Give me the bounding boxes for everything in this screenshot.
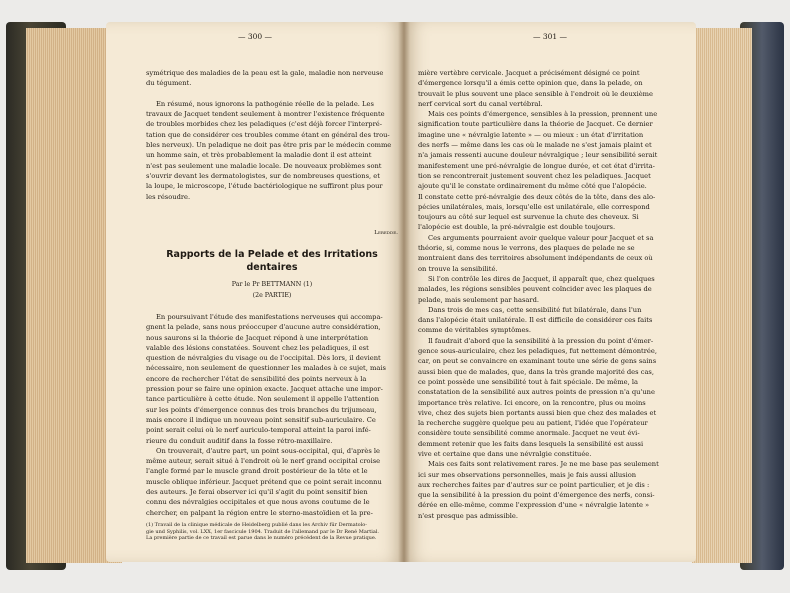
text-line: s'ouvrir devant les dermatologistes, sur de nombreuses questions, et xyxy=(146,171,380,180)
text-line: théorie, si, comme nous le verrons, des plaques de pelade ne se xyxy=(418,244,635,253)
text-line: montraient dans des territoires absolument indépendants de ceux où xyxy=(418,254,653,263)
text-line: sur les points d'émergence connus des trois branches du trijumeau, xyxy=(146,405,377,414)
right-page-number: — 301 — xyxy=(532,32,568,41)
text-line: pécies unilatérales, mais, lorsqu'elle est unilatérale, elle correspond xyxy=(418,202,650,211)
text-line: symétrique des maladies de la peau est la gale, maladie non nerveuse xyxy=(146,69,384,77)
text-line: point serait celui où le nerf auriculo-temporal atteint la paroi infé- xyxy=(146,426,371,435)
left-page xyxy=(106,22,404,562)
text-line: Il constate cette pré-névralgie des deux côtés de la tête, dans des alo- xyxy=(418,192,656,201)
left-top-text xyxy=(146,68,398,202)
part-label: (2e PARTIE) xyxy=(252,292,292,299)
text-line: rieure du conduit auditif dans la fosse rétro-maxillaire. xyxy=(146,436,333,445)
text-line: nerf cervical sort du canal vertébral. xyxy=(418,99,543,108)
text-line: même auteur, serait situé à l'endroit où le nerf grand occipital croise xyxy=(146,457,381,466)
text-line: Ces arguments pourraient avoir quelque valeur pour Jacquet et sa xyxy=(428,233,654,242)
text-line: du tégument. xyxy=(146,79,192,88)
signature: Leredde. xyxy=(374,230,398,236)
text-line xyxy=(146,89,398,99)
text-line: question de névralgies du visage ou de l'occipital. Dès lors, il devient xyxy=(146,354,381,363)
text-line: signification toute particulière dans la théorie de Jacquet. Ce dernier xyxy=(418,120,653,129)
text-line: vive et certaine que dans une névralgie constituée. xyxy=(418,449,592,458)
text-line: la loupe, le microscope, l'étude bactériologique ne suffiront plus pour xyxy=(146,182,383,191)
left-page-number: — 300 — xyxy=(237,32,273,41)
text-line: Mais ces points d'émergence, sensibles à la pression, prennent une xyxy=(428,110,658,119)
text-line: dérée en elle-même, comme l'expression d'une « névralgie latente » xyxy=(418,501,650,510)
text-line: nous saurons si la théorie de Jacquet répond à une interprétation xyxy=(146,333,369,342)
text-line: mière vertèbre cervicale. Jacquet a précisément désigné ce point xyxy=(418,69,640,77)
text-line: bles nerveux). Un peladique ne doit pas être pris par le médecin comme xyxy=(146,141,392,150)
book-gutter xyxy=(398,22,410,562)
text-line: un homme sain, et très probablement la maladie dont il est atteint xyxy=(146,151,372,160)
text-line: l'alopécie est double, la pré-névralgie est double toujours. xyxy=(418,223,616,232)
text-line: tion se rencontrerait justement souvent chez les peladiques. Jacquet xyxy=(418,171,651,180)
right-body-text xyxy=(418,68,686,521)
text-line: comme de véritables symptômes. xyxy=(418,326,531,335)
text-line: mais encore il indique un nouveau point sensitif sub-auriculaire. Ce xyxy=(146,415,376,424)
text-line: connu des névralgies occipitales et que nous avons coutume de le xyxy=(146,498,370,507)
text-line: toujours au côté sur lequel est survenue la chute des cheveux. Si xyxy=(418,213,639,222)
article-title: Rapports de la Pelade et des Irritations dentaires xyxy=(166,249,378,273)
text-line: ici sur mes observations personnelles, mais je fais aussi allusion xyxy=(418,470,637,479)
text-line: dans l'alopécie était unilatérale. Il est difficile de considérer ces faits xyxy=(418,316,653,325)
text-line: gie und Syphilis, vol. LXX, 1er fascicule 1904. Traduit de l'allemand par le Dr René Martial. xyxy=(146,528,379,535)
text-line: Mais ces faits sont relativement rares. Je ne me base pas seulement xyxy=(428,460,659,469)
right-page xyxy=(404,22,696,562)
text-line: manifestement une pré-névralgie de longue durée, et cet état d'irrita- xyxy=(418,161,655,170)
text-line: des nerfs — même dans les cas où le malade ne s'est jamais plaint et xyxy=(418,141,652,150)
text-line: imagine une « névralgie latente » — ou mieux : un état d'irritation xyxy=(418,130,644,139)
text-line: valable des lésions constatées. Souvent chez les peladiques, il est xyxy=(146,343,369,352)
text-line: travaux de Jacquet tendent seulement à montrer l'existence fréquente xyxy=(146,110,385,119)
text-line: importance très relative. Ici encore, on la rencontre, plus ou moins xyxy=(418,398,646,407)
text-line: ajoute qu'il le constate ordinairement du même côté que l'alopécie. xyxy=(418,182,647,191)
text-line: constatation de la sensibilité aux autres points de pression n'a qu'une xyxy=(418,388,655,397)
text-line: ce point possède une sensibilité tout à fait spéciale. De même, la xyxy=(418,377,638,386)
text-line: d'émergence lorsqu'il a émis cette opinion que, dans la pelade, on xyxy=(418,79,643,88)
text-line: trouvait le plus souvent une place sensible à l'endroit où le deuxième xyxy=(418,89,653,98)
text-line: que la sensibilité à la pression du point d'émergence des nerfs, consi- xyxy=(418,491,655,500)
text-line: on trouve la sensibilité. xyxy=(418,264,498,273)
text-line: n'est presque pas admissible. xyxy=(418,511,518,520)
text-line: gence sous-auriculaire, chez les peladiques, fut nettement démontrée, xyxy=(418,347,657,356)
text-line: pression pour se faire une opinion exacte. Jacquet attache une impor- xyxy=(146,385,383,394)
text-line: n'est pas seulement une maladie locale. De nouveaux problèmes sont xyxy=(146,161,382,170)
text-line: n'a jamais ressenti aucune douleur névralgique ; leur sensibilité serait xyxy=(418,151,658,160)
text-line: de troubles morbides chez les peladiques (c'est déjà forcer l'interpré- xyxy=(146,120,383,129)
footnotes xyxy=(146,522,398,542)
text-line: Si l'on contrôle les dires de Jacquet, il apparaît que, chez quelques xyxy=(428,274,655,283)
text-line: (1) Travail de la clinique médicale de Heidelberg publié dans les Archiv für Dermatolo- xyxy=(146,522,367,528)
text-line: tation que de considérer ces troubles comme étant en général des trou- xyxy=(146,130,390,139)
text-line: chercher, en palpant la région entre le sterno-mastoïdien et la pre- xyxy=(146,508,373,517)
text-line: muscle oblique inférieur. Jacquet prétend que ce point serait inconnu xyxy=(146,477,382,486)
text-line: Il faudrait d'abord que la sensibilité à la pression du point d'émer- xyxy=(428,336,654,345)
page-edges-right xyxy=(692,28,752,563)
text-line: tance particulière à cette étude. Non seulement il appelle l'attention xyxy=(146,395,379,404)
text-line: En résumé, nous ignorons la pathogénie réelle de la pelade. Les xyxy=(156,99,374,108)
text-line: les résoudre. xyxy=(146,192,191,201)
text-line: l'angle formé par le muscle grand droit postérieur de la tête et le xyxy=(146,467,368,476)
text-line: aux recherches faites par d'autres sur ce point particulier, et je dis : xyxy=(418,480,650,489)
text-line: demment retenir que les faits dans lesquels la sensibilité est aussi xyxy=(418,439,644,448)
text-line: pelade, mais seulement par hasard. xyxy=(418,295,539,304)
text-line: On trouverait, d'autre part, un point sous-occipital, qui, d'après le xyxy=(156,446,380,455)
left-body-text xyxy=(146,312,398,518)
text-line: aussi bien que de malades, que, dans la très grande majorité des cas, xyxy=(418,367,654,376)
text-line: gnent la pelade, sans nous préoccuper d'aucune autre considération, xyxy=(146,323,381,332)
text-line: vive, chez des sujets bien portants aussi bien que chez des malades et xyxy=(418,408,657,417)
text-line: encore de rechercher l'état de sensibilité des points nerveux à la xyxy=(146,374,367,383)
text-line: malades, les régions sensibles peuvent coïncider avec les plaques de xyxy=(418,285,652,294)
text-line: la recherche suggère quelque peu au patient, l'idée que l'opérateur xyxy=(418,419,648,428)
text-line: des auteurs. Je ferai observer ici qu'il s'agit du point sensitif bien xyxy=(146,488,368,497)
byline: Par le Pr BETTMANN (1) xyxy=(231,281,313,288)
text-line: nécessaire, non seulement de questionner les malades à ce sujet, mais xyxy=(146,364,386,373)
text-line: car, on peut se convaincre en examinant toute une série de gens sains xyxy=(418,357,657,366)
text-line: Dans trois de mes cas, cette sensibilité fut bilatérale, dans l'un xyxy=(428,305,642,314)
text-line: La première partie de ce travail est parue dans le numéro précédent de la Revue pratique. xyxy=(146,535,377,542)
text-line: considère toute sensibilité comme anormale. Jacquet ne veut évi- xyxy=(418,429,640,438)
text-line: En poursuivant l'étude des manifestations nerveuses qui accompa- xyxy=(156,313,383,321)
